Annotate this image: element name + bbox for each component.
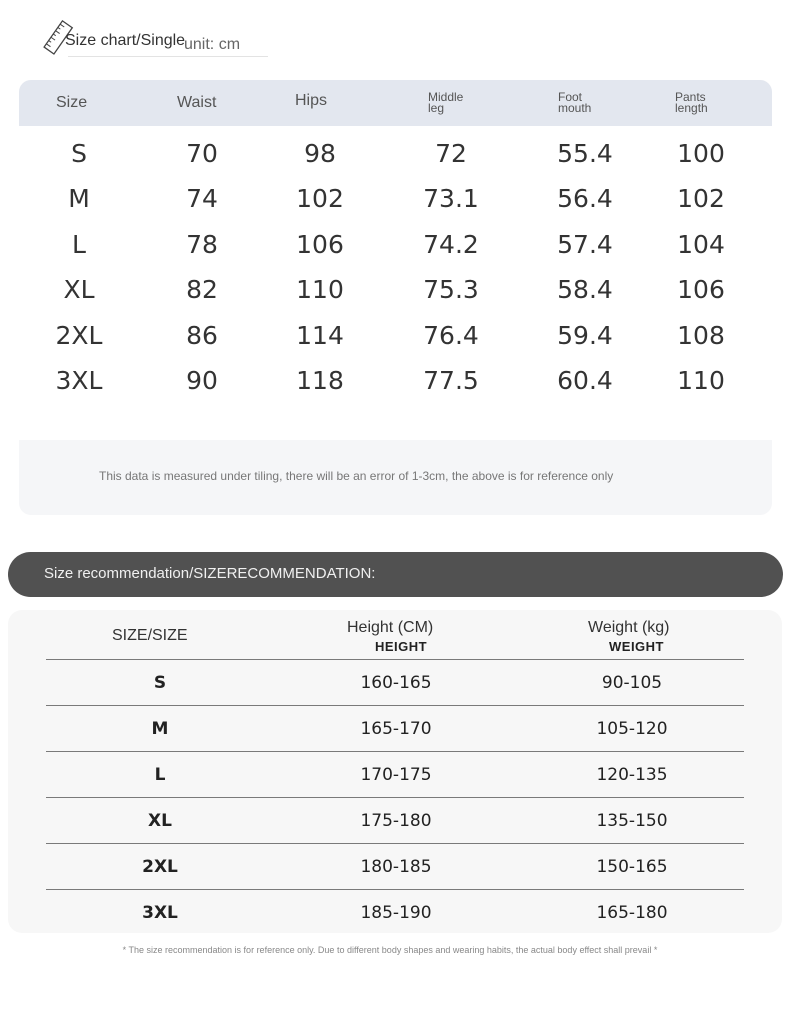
size-row: [19, 267, 772, 312]
foot-mouth-cell: 58.4: [557, 275, 613, 304]
middle-leg-cell: 73.1: [423, 184, 479, 213]
pants-length-cell: 104: [677, 230, 725, 259]
rec-height-cell: 185-190: [360, 903, 432, 923]
hips-cell: 118: [296, 366, 344, 395]
recommendation-row: [46, 752, 744, 798]
size-cell: M: [68, 184, 90, 213]
hips-cell: 114: [296, 321, 344, 350]
size-cell: 2XL: [55, 321, 103, 350]
measurement-note: This data is measured under tiling, there will be an error of 1-3cm, the above is for reference only: [99, 469, 614, 483]
rec-size-cell: S: [153, 673, 167, 693]
size-cell: 3XL: [55, 366, 103, 395]
pants-length-cell: 102: [677, 184, 725, 213]
pants-length-cell: 108: [677, 321, 725, 350]
rec-height-cell: 180-185: [360, 857, 432, 877]
size-row: [19, 358, 772, 403]
hips-cell: 98: [304, 139, 336, 168]
rec-height-cell: 175-180: [360, 811, 432, 831]
rec-size-cell: 2XL: [142, 857, 178, 877]
unit-label: unit: cm: [184, 36, 241, 53]
rec-size-cell: L: [154, 765, 166, 785]
rec-weight-cell: 150-165: [596, 857, 668, 877]
foot-mouth-cell: 60.4: [557, 366, 613, 395]
rec-weight-cell: 135-150: [596, 811, 668, 831]
rec-weight-cell: 165-180: [596, 903, 668, 923]
foot-mouth-cell: 56.4: [557, 184, 613, 213]
recommendation-banner-text: Size recommendation/SIZERECOMMENDATION:: [44, 565, 376, 582]
size-row: [19, 131, 772, 176]
rec-weight-cell: 105-120: [596, 719, 668, 739]
column-header-hips: Hips: [295, 92, 328, 109]
middle-leg-cell: 72: [435, 139, 467, 168]
recommendation-row: [46, 706, 744, 752]
middle-leg-cell: 77.5: [423, 366, 479, 395]
column-header-middle-leg: Middle leg: [428, 90, 464, 115]
title-divider: [68, 56, 268, 57]
size-row: [19, 222, 772, 267]
rec-header-height-sub: HEIGHT: [375, 639, 428, 654]
rec-size-cell: XL: [148, 811, 172, 831]
recommendation-row: [46, 890, 744, 936]
size-row: [19, 176, 772, 221]
recommendation-row: [46, 844, 744, 890]
hips-cell: 102: [296, 184, 344, 213]
rec-header-size: SIZE/SIZE: [112, 627, 188, 644]
rec-size-cell: M: [151, 719, 169, 739]
column-header-pants-length: Pants length: [675, 90, 708, 115]
column-header-foot-mouth: Foot mouth: [558, 90, 592, 115]
waist-cell: 90: [186, 366, 218, 395]
chart-title: Size chart/Single: [65, 32, 186, 49]
middle-leg-cell: 75.3: [423, 275, 479, 304]
size-cell: S: [71, 139, 87, 168]
rec-height-cell: 160-165: [360, 673, 432, 693]
rec-weight-cell: 120-135: [596, 765, 668, 785]
rec-header-height: Height (CM): [347, 619, 434, 636]
pants-length-cell: 110: [677, 366, 725, 395]
foot-mouth-cell: 59.4: [557, 321, 613, 350]
waist-cell: 86: [186, 321, 218, 350]
foot-mouth-cell: 57.4: [557, 230, 613, 259]
waist-cell: 74: [186, 184, 218, 213]
hips-cell: 106: [296, 230, 344, 259]
column-header-waist: Waist: [177, 94, 217, 111]
rec-weight-cell: 90-105: [601, 673, 663, 693]
rec-header-weight-sub: WEIGHT: [609, 639, 664, 654]
recommendation-footnote: * The size recommendation is for reference only. Due to different body shapes and wearing habits, the actual body effect shall prevail *: [122, 945, 658, 955]
rec-height-cell: 170-175: [360, 765, 432, 785]
rec-size-cell: 3XL: [142, 903, 178, 923]
foot-mouth-cell: 55.4: [557, 139, 613, 168]
waist-cell: 78: [186, 230, 218, 259]
pants-length-cell: 100: [677, 139, 725, 168]
recommendation-row: [46, 798, 744, 844]
rec-height-cell: 165-170: [360, 719, 432, 739]
column-header-size: Size: [56, 94, 88, 111]
pants-length-cell: 106: [677, 275, 725, 304]
size-chart-header: [19, 80, 772, 126]
size-row: [19, 313, 772, 358]
size-cell: L: [72, 230, 86, 259]
middle-leg-cell: 74.2: [423, 230, 479, 259]
size-cell: XL: [63, 275, 95, 304]
hips-cell: 110: [296, 275, 344, 304]
rec-header-weight: Weight (kg): [588, 619, 670, 636]
recommendation-row: [46, 660, 744, 706]
middle-leg-cell: 76.4: [423, 321, 479, 350]
waist-cell: 82: [186, 275, 218, 304]
waist-cell: 70: [186, 139, 218, 168]
